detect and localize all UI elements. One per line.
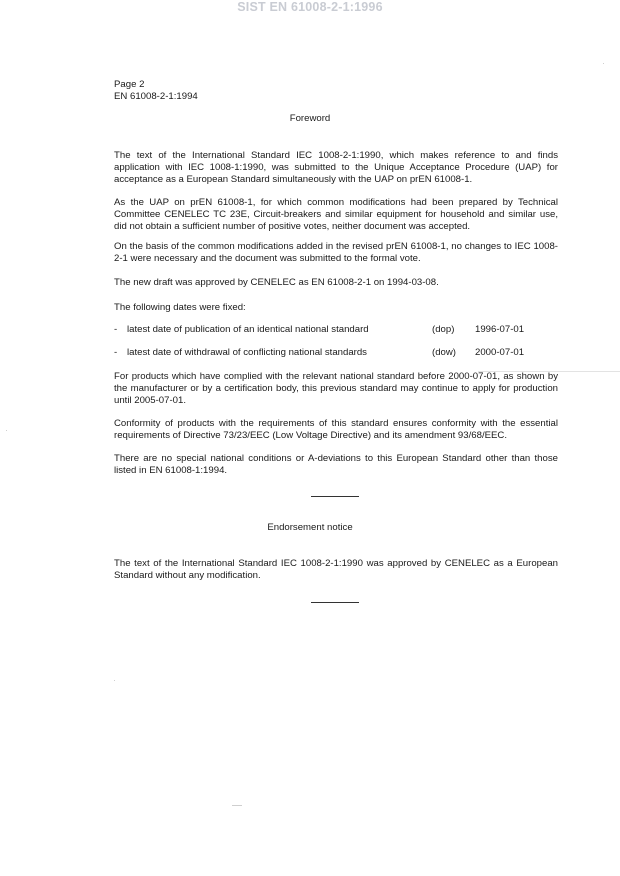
- foreword-paragraph-3: On the basis of the common modifications added in the revised prEN 61008-1, no changes to IEC 1008-2-1 were necessary and the document was submitted to the formal vote.: [114, 241, 558, 265]
- scan-artifact-dash: [232, 805, 242, 806]
- date-item-text: latest date of withdrawal of conflicting national standards: [127, 347, 367, 358]
- date-row-dop: [114, 324, 558, 336]
- watermark-title: SIST EN 61008-2-1:1996: [237, 0, 383, 14]
- foreword-paragraph-4: The new draft was approved by CENELEC as EN 61008-2-1 on 1994-03-08.: [114, 277, 439, 288]
- foreword-heading: Foreword: [289, 113, 331, 124]
- foreword-paragraph-7: Conformity of products with the requirements of this standard ensures conformity with the essential requirements of Directive 73/23/EEC (Low Voltage Directive) and its amendment 93/68/EEC.: [114, 418, 558, 442]
- date-item-date: 1996-07-01: [475, 324, 525, 335]
- scan-speck: [6, 430, 7, 431]
- section-divider: [311, 496, 359, 497]
- foreword-paragraph-8: There are no special national conditions or A-deviations to this European Standard other than those listed in EN 61008-1:1994.: [114, 453, 558, 477]
- foreword-paragraph-2: As the UAP on prEN 61008-1, for which common modifications had been prepared by Technical Committee CENELEC TC 23E, Circuit-breakers and similar equipment for household and similar use, did not obtain a sufficient number of positive votes, neither document was accepted.: [114, 197, 558, 233]
- endorsement-paragraph: The text of the International Standard IEC 1008-2-1:1990 was approved by CENELEC as a European Standard without any modification.: [114, 558, 558, 582]
- date-row-dow: [114, 347, 558, 359]
- scan-speck: [603, 63, 604, 64]
- date-item-date: 2000-07-01: [475, 347, 525, 358]
- date-item-abbr: (dow): [432, 347, 456, 358]
- list-dash: -: [114, 324, 118, 335]
- end-divider: [311, 602, 359, 603]
- foreword-paragraph-1: The text of the International Standard IEC 1008-2-1:1990, which makes reference to and finds application with IEC 1008-1:1990, was submitted to the Unique Acceptance Procedure (UAP) for acceptance as a European Standard simultaneously with the UAP on prEN 61008-1.: [114, 150, 558, 186]
- page-number: Page 2: [114, 79, 145, 90]
- date-item-abbr: (dop): [432, 324, 455, 335]
- date-item-text: latest date of publication of an identical national standard: [127, 324, 369, 335]
- standard-reference: EN 61008-2-1:1994: [114, 90, 198, 102]
- endorsement-heading: Endorsement notice: [267, 522, 353, 533]
- foreword-paragraph-5: The following dates were fixed:: [114, 302, 246, 313]
- foreword-paragraph-6: For products which have complied with the relevant national standard before 2000-07-01, as shown by the manufacturer or by a certification body, this previous standard may continue to apply for production until 2005-07-01.: [114, 371, 558, 407]
- page-header: [114, 79, 198, 102]
- list-dash: -: [114, 347, 118, 358]
- scan-speck: [114, 680, 115, 681]
